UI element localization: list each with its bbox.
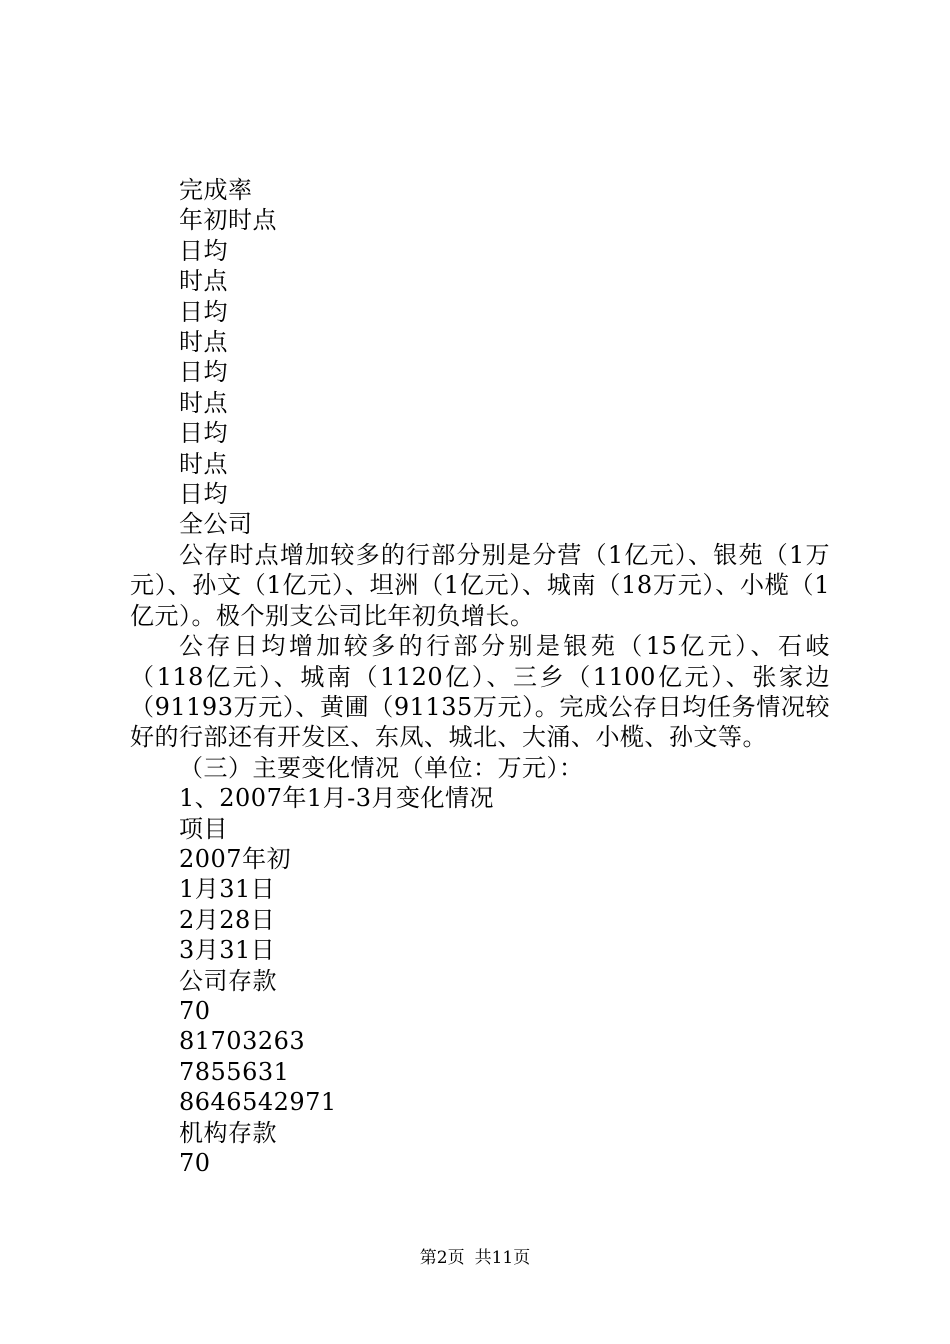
table-cell-text: 81703263 [179,1027,306,1056]
table-cell-text: 时点 [179,449,228,478]
section-heading: （三）主要变化情况（单位：万元）： [179,753,584,782]
table-cell-text: 日均 [179,297,228,326]
table-cell-text: 8646542971 [179,1088,337,1117]
table-cell-text: 日均 [179,236,228,265]
table-cell-text: 70 [179,996,211,1025]
table-cell-text: 2007年初 [179,844,292,873]
paragraph-daily-average-increase: 公存日均增加较多的行部分别是银苑（15亿元）、石岐（118亿元）、城南（1120亿）、三乡（1100亿元）、张家边（91193万元）、黄圃（91135万元）。完成公存日均任务情况较好的行部还有开发区、东凤、城北、大涌、小榄、孙文等。 [130,632,830,752]
table-cell-text: 7855631 [179,1057,290,1086]
table-cell-text: 日均 [179,480,228,509]
table-cell-text: 时点 [179,388,228,417]
table-cell-text: 日均 [179,358,228,387]
table-cell-text: 时点 [179,328,228,357]
table-cell-text: 年初时点 [179,206,277,235]
table-cell-text: 日均 [179,419,228,448]
page-number: 第2页 [419,1248,465,1268]
table-cell-text: 完成率 [179,176,253,204]
paragraph-time-point-increase: 公存时点增加较多的行部分别是分营（1亿元）、银苑（1万元）、孙文（1亿元）、坦洲（1亿元）、城南（18万元）、小榄（1亿元）。极个别支公司比年初负增长。 [130,540,830,630]
table-cell-text: 70 [179,1149,211,1177]
document-body [130,175,830,1178]
table-cell-text: 全公司 [179,510,253,539]
table-cell-text: 2月28日 [179,905,276,934]
page-total: 共11页 [474,1248,531,1268]
page-footer [0,1243,950,1268]
table-cell-text: 机构存款 [179,1118,277,1147]
table-cell-text: 时点 [179,267,228,296]
table-cell-text: 公司存款 [179,966,277,995]
table-cell-text: 1月31日 [179,875,276,904]
table-cell-text: 项目 [179,814,228,843]
table-cell-text: 3月31日 [179,936,276,965]
subheading: 1、2007年1月-3月变化情况 [179,784,494,813]
